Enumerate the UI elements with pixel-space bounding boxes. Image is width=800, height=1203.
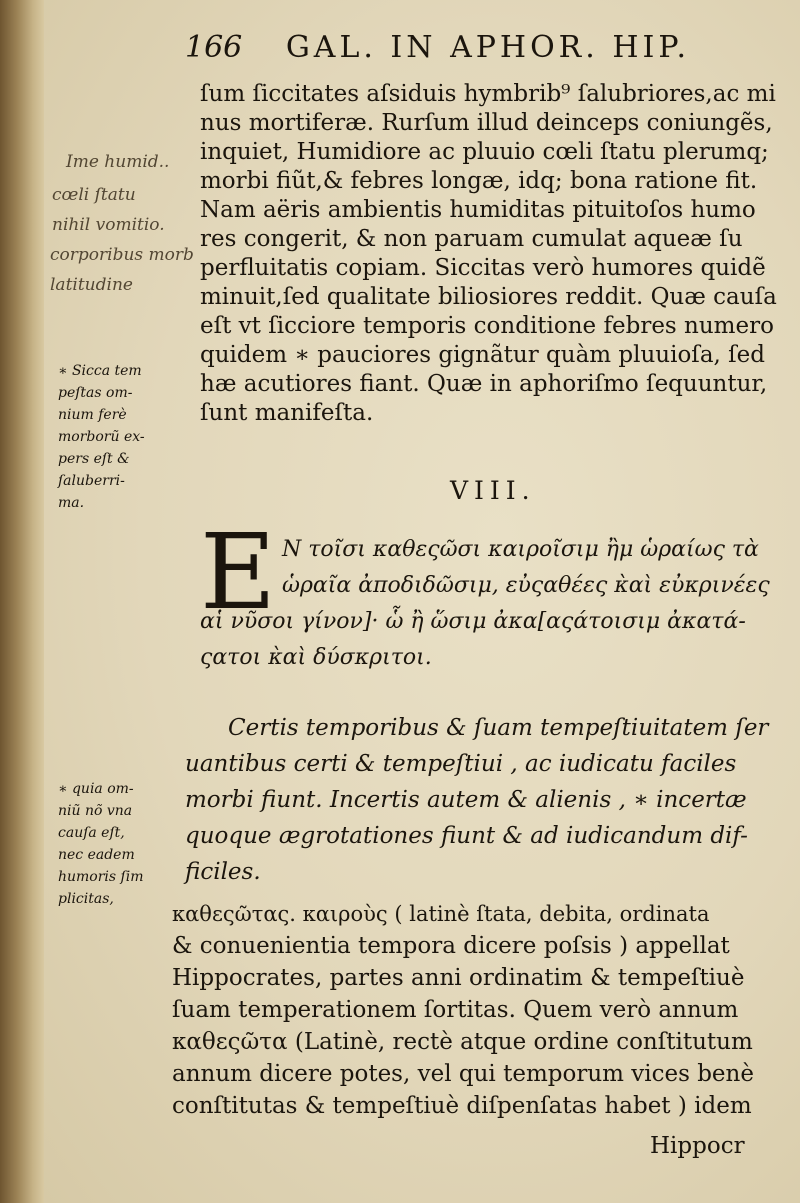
margin-note-line: nec eadem <box>58 847 135 863</box>
text-line: ſum ſiccitates aſsiduis hymbrib⁹ ſalubriores,ac mi <box>200 81 776 107</box>
text-line: minuit,ſed qualitate biliosiores reddit. Quæ cauſa <box>200 284 777 310</box>
text-line: Nam aëris ambientis humiditas pituitoſos humo <box>200 197 756 223</box>
text-line: inquiet, Humidiore ac pluuio cœli ſtatu plerumq; <box>200 139 769 165</box>
margin-note-line: pers eſt & <box>58 451 130 467</box>
text-line: annum dicere potes, vel qui temporum vices benè <box>172 1061 754 1087</box>
margin-note-line: niũ nõ vna <box>58 803 133 819</box>
handwritten-note-line: latitudine <box>50 275 133 295</box>
text-line: res congerit, & non paruam cumulat aqueæ ſu <box>200 226 743 252</box>
book-binding-edge <box>0 0 44 1203</box>
greek-line: ςατοι κ̀αὶ δύσκριτοι. <box>200 645 432 670</box>
running-header <box>185 30 745 65</box>
section-number: VIII. <box>450 476 536 505</box>
text-line: nus mortiferæ. Rurſum illud deinceps coniungẽs, <box>200 110 773 136</box>
margin-note-line: ∗ quia om- <box>58 781 134 797</box>
greek-line: Ν τοῖσι καθεςῶσι καιροῖσιμ ἢμ ὡραίως τὰ <box>282 537 759 562</box>
latin-translation-line: quoque ægrotationes fiunt & ad iudicandum dif- <box>185 823 748 849</box>
margin-note-line: ma. <box>58 495 85 511</box>
margin-note-line: ∗ Sicca tem <box>58 363 142 379</box>
margin-note-line: peſtas om- <box>58 385 133 401</box>
running-title: GAL. IN APHOR. HIP. <box>285 30 690 65</box>
text-line: Hippocrates, partes anni ordinatim & tempeſtiuè <box>172 965 745 991</box>
drop-cap: E <box>200 511 276 633</box>
margin-note-line: humoris ſim <box>58 869 144 885</box>
margin-note-line: cauſa eſt, <box>58 825 125 841</box>
handwritten-note-line: cœli ſtatu <box>52 185 136 205</box>
text-line: καθεςῶτα (Latinè, rectè atque ordine conſtitutum <box>172 1029 753 1055</box>
text-line: eſt vt ſicciore temporis conditione febres numero <box>200 313 774 339</box>
handwritten-note-line: corporibus morb <box>50 245 194 265</box>
handwritten-note-line: nihil vomitio. <box>52 215 165 235</box>
text-line: ſuam temperationem ſortitas. Quem verò annum <box>172 997 739 1023</box>
latin-translation-line: Certis temporibus & ſuam tempeſtiuitatem ſer <box>228 715 769 741</box>
margin-note-line: ſaluberri- <box>58 473 125 489</box>
handwritten-note-line: Ime humid.. <box>66 152 170 172</box>
page-number: 166 <box>185 30 243 65</box>
catchword: Hippocr <box>650 1133 745 1159</box>
text-line: & conuenientia tempora dicere poſsis ) appellat <box>172 933 730 959</box>
greek-line: ὡραῖα ἀποδιδῶσιμ, εὐςαθέες κ̀αὶ εὐκρινέες <box>282 573 770 598</box>
latin-translation-line: uantibus certi & tempeſtiui , ac iudicatu faciles <box>185 751 737 777</box>
greek-line: αἱ νῦσοι γίνον]· ὧ ἢ ὥσιμ ἀκα[αςάτοισιμ ἀκατά- <box>200 609 746 634</box>
text-line: ſunt manifeſta. <box>200 400 374 426</box>
text-line: hæ acutiores fiant. Quæ in aphoriſmo ſequuntur, <box>200 371 768 397</box>
margin-note-line: morborũ ex- <box>58 429 145 445</box>
text-line: quidem ∗ pauciores gignãtur quàm pluuioſa, ſed <box>200 342 766 368</box>
text-line: morbi fiũt,& febres longæ, idq; bona ratione fit. <box>200 168 758 194</box>
latin-translation-line: morbi fiunt. Incertis autem & alienis , ∗ incertæ <box>185 787 747 813</box>
text-line: conſtitutas & tempeſtiuè diſpenſatas habet ) idem <box>172 1093 752 1119</box>
text-line: perfluitatis copiam. Siccitas verò humores quidẽ <box>200 255 766 281</box>
margin-note-line: plicitas, <box>58 891 114 907</box>
text-line: καθεςῶτας. καιροὺς ( latinè ſtata, debita, ordinata <box>172 902 710 926</box>
margin-note-line: nium ferè <box>58 407 127 423</box>
latin-translation-line: ficiles. <box>185 859 261 885</box>
